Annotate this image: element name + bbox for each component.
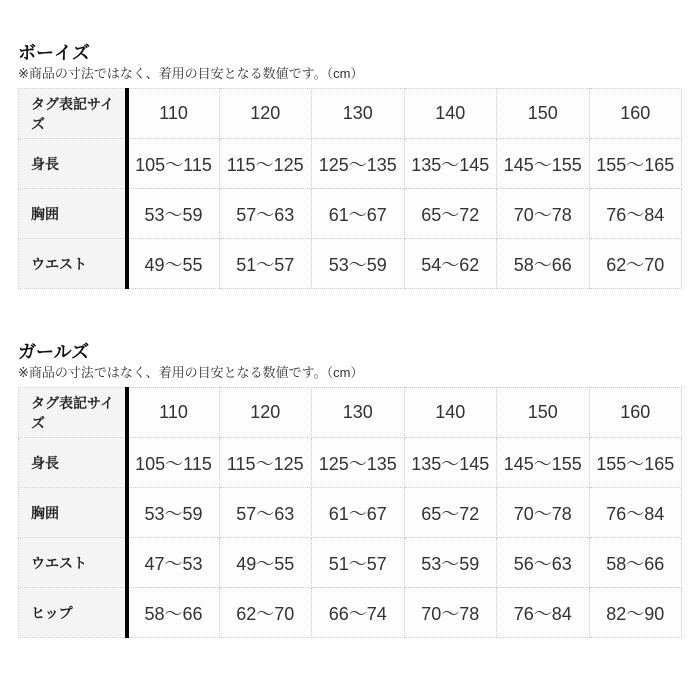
size-table-corner-label: タグ表記サイズ [19,89,127,139]
size-header-row [19,388,682,438]
size-value-cell: 62〜70 [589,239,682,289]
size-column-header: 110 [127,388,220,438]
size-column-header: 150 [497,89,590,139]
row-label: ヒップ [19,588,127,638]
row-label: ウエスト [19,538,127,588]
size-column-header: 140 [404,388,497,438]
size-column-header: 140 [404,89,497,139]
row-label: 身長 [19,139,127,189]
size-value-cell: 125〜135 [312,139,405,189]
size-value-cell: 51〜57 [219,239,312,289]
girls-section-title: ガールズ [18,342,90,362]
boys-size-note: ※商品の寸法ではなく、着用の目安となる数値です。（cm） [18,66,364,81]
size-value-cell: 70〜78 [497,488,590,538]
size-column-header: 130 [312,388,405,438]
size-value-cell: 135〜145 [404,438,497,488]
size-value-cell: 58〜66 [497,239,590,289]
girls-section [18,343,682,638]
size-value-cell: 125〜135 [312,438,405,488]
size-column-header: 120 [219,89,312,139]
size-value-cell: 115〜125 [219,139,312,189]
size-table-corner-label: タグ表記サイズ [19,388,127,438]
size-value-cell: 49〜55 [219,538,312,588]
boys-section-title: ボーイズ [18,43,90,63]
girls-size-table [18,387,682,638]
size-column-header: 120 [219,388,312,438]
size-value-cell: 76〜84 [589,488,682,538]
size-column-header: 130 [312,89,405,139]
size-value-cell: 82〜90 [589,588,682,638]
size-value-cell: 58〜66 [127,588,220,638]
size-value-cell: 76〜84 [497,588,590,638]
size-value-cell: 53〜59 [312,239,405,289]
row-label: 胸囲 [19,189,127,239]
table-row [19,488,682,538]
girls-size-note: ※商品の寸法ではなく、着用の目安となる数値です。（cm） [18,365,364,380]
size-value-cell: 105〜115 [127,438,220,488]
size-value-cell: 105〜115 [127,139,220,189]
size-value-cell: 145〜155 [497,438,590,488]
table-row [19,538,682,588]
size-column-header: 150 [497,388,590,438]
size-value-cell: 57〜63 [219,189,312,239]
size-value-cell: 53〜59 [127,189,220,239]
boys-size-table [18,88,682,289]
size-value-cell: 76〜84 [589,189,682,239]
size-value-cell: 54〜62 [404,239,497,289]
size-column-header: 160 [589,89,682,139]
size-column-header: 160 [589,388,682,438]
size-value-cell: 53〜59 [404,538,497,588]
size-value-cell: 155〜165 [589,438,682,488]
size-value-cell: 145〜155 [497,139,590,189]
size-value-cell: 47〜53 [127,538,220,588]
size-value-cell: 135〜145 [404,139,497,189]
size-value-cell: 115〜125 [219,438,312,488]
size-value-cell: 155〜165 [589,139,682,189]
size-column-header: 110 [127,89,220,139]
size-value-cell: 53〜59 [127,488,220,538]
table-row [19,438,682,488]
size-value-cell: 58〜66 [589,538,682,588]
table-row [19,588,682,638]
size-value-cell: 49〜55 [127,239,220,289]
table-row [19,139,682,189]
size-value-cell: 70〜78 [497,189,590,239]
size-value-cell: 66〜74 [312,588,405,638]
size-value-cell: 51〜57 [312,538,405,588]
row-label: ウエスト [19,239,127,289]
row-label: 身長 [19,438,127,488]
size-value-cell: 70〜78 [404,588,497,638]
size-value-cell: 56〜63 [497,538,590,588]
table-row [19,239,682,289]
size-value-cell: 61〜67 [312,189,405,239]
size-value-cell: 65〜72 [404,189,497,239]
size-value-cell: 61〜67 [312,488,405,538]
size-value-cell: 57〜63 [219,488,312,538]
row-label: 胸囲 [19,488,127,538]
size-header-row [19,89,682,139]
boys-section [18,44,682,289]
table-row [19,189,682,239]
size-value-cell: 65〜72 [404,488,497,538]
size-value-cell: 62〜70 [219,588,312,638]
